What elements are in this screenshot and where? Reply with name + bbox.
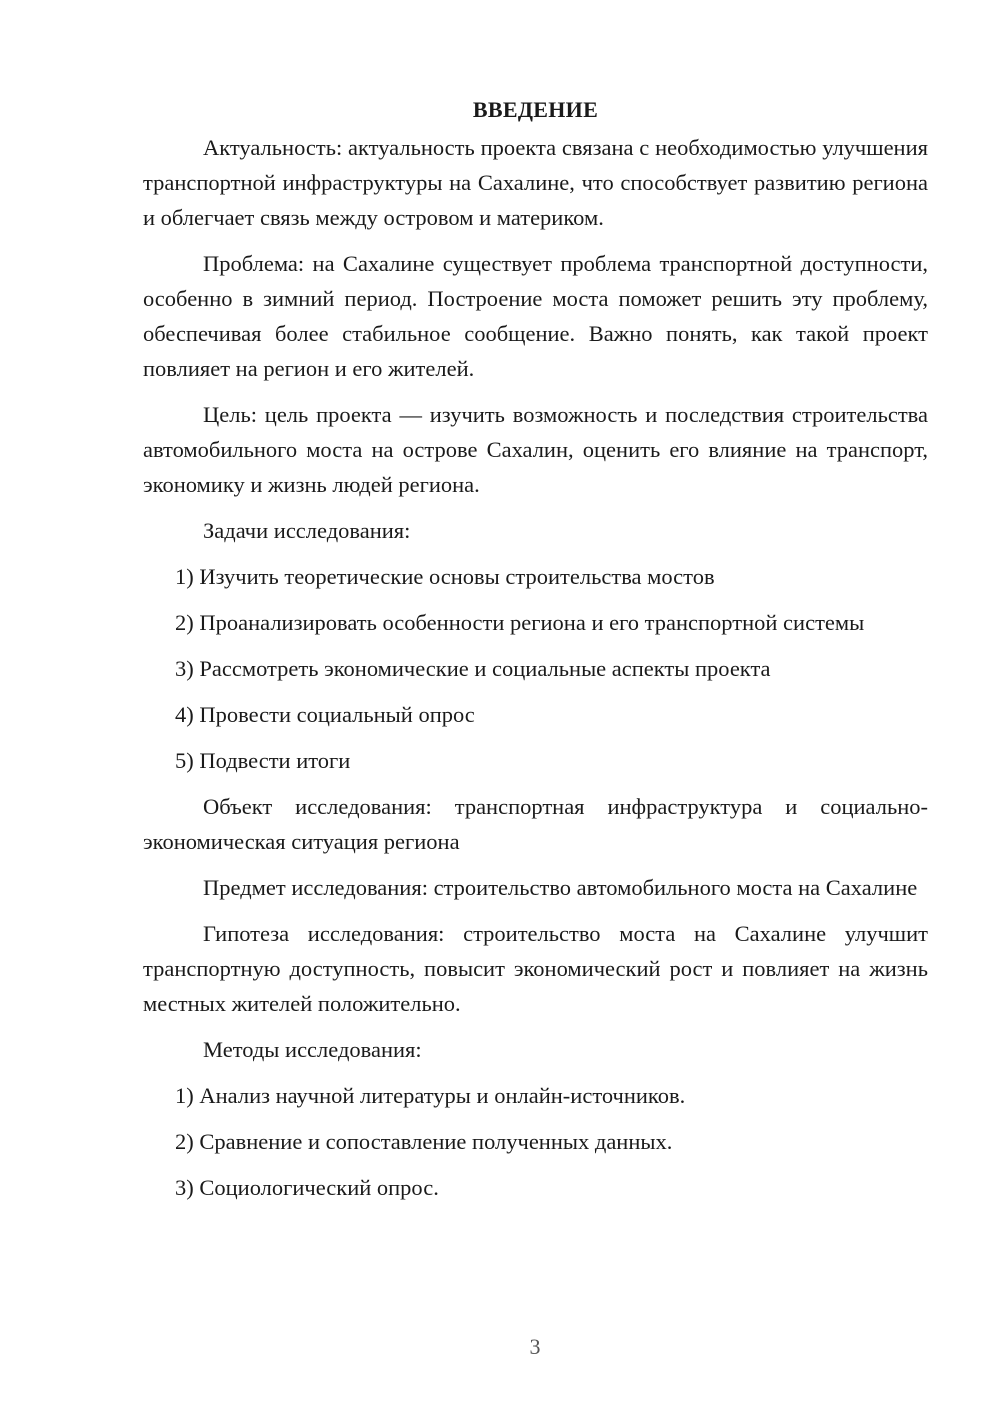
relevance-paragraph: Актуальность: актуальность проекта связана с необходимостью улучшения транспортной инфраструктуры на Сахалине, что способствует развитию региона и облегчает связь между островом и материком. [143, 135, 928, 230]
object-paragraph: Объект исследования: транспортная инфраструктура и социально-экономическая ситуация региона [143, 794, 928, 854]
task-item-1: 1) Изучить теоретические основы строительства мостов [175, 564, 715, 589]
method-item-1: 1) Анализ научной литературы и онлайн-источников. [175, 1083, 686, 1108]
task-item-2: 2) Проанализировать особенности региона и его транспортной системы [175, 610, 865, 635]
document-page [143, 95, 928, 1216]
hypothesis-paragraph: Гипотеза исследования: строительство моста на Сахалине улучшит транспортную доступность, повысит экономический рост и повлияет на жизнь местных жителей положительно. [143, 921, 928, 1016]
task-item-3: 3) Рассмотреть экономические и социальные аспекты проекта [175, 656, 771, 681]
methods-heading: Методы исследования: [203, 1037, 422, 1062]
subject-paragraph: Предмет исследования: строительство автомобильного моста на Сахалине [203, 875, 918, 900]
method-item-2: 2) Сравнение и сопоставление полученных данных. [175, 1129, 673, 1154]
problem-paragraph: Проблема: на Сахалине существует проблема транспортной доступности, особенно в зимний период. Построение моста поможет решить эту проблему, обеспечивая более стабильное сообщение. Важно понять, как такой проект повлияет на регион и его жителей. [143, 251, 928, 381]
section-title: ВВЕДЕНИЕ [472, 97, 599, 122]
method-item-3: 3) Социологический опрос. [175, 1175, 439, 1200]
task-item-4: 4) Провести социальный опрос [175, 702, 475, 727]
page-number: 3 [529, 1334, 541, 1359]
task-item-5: 5) Подвести итоги [175, 748, 351, 773]
goal-paragraph: Цель: цель проекта — изучить возможность и последствия строительства автомобильного моста на острове Сахалин, оценить его влияние на транспорт, экономику и жизнь людей региона. [143, 402, 928, 497]
tasks-heading: Задачи исследования: [203, 518, 411, 543]
